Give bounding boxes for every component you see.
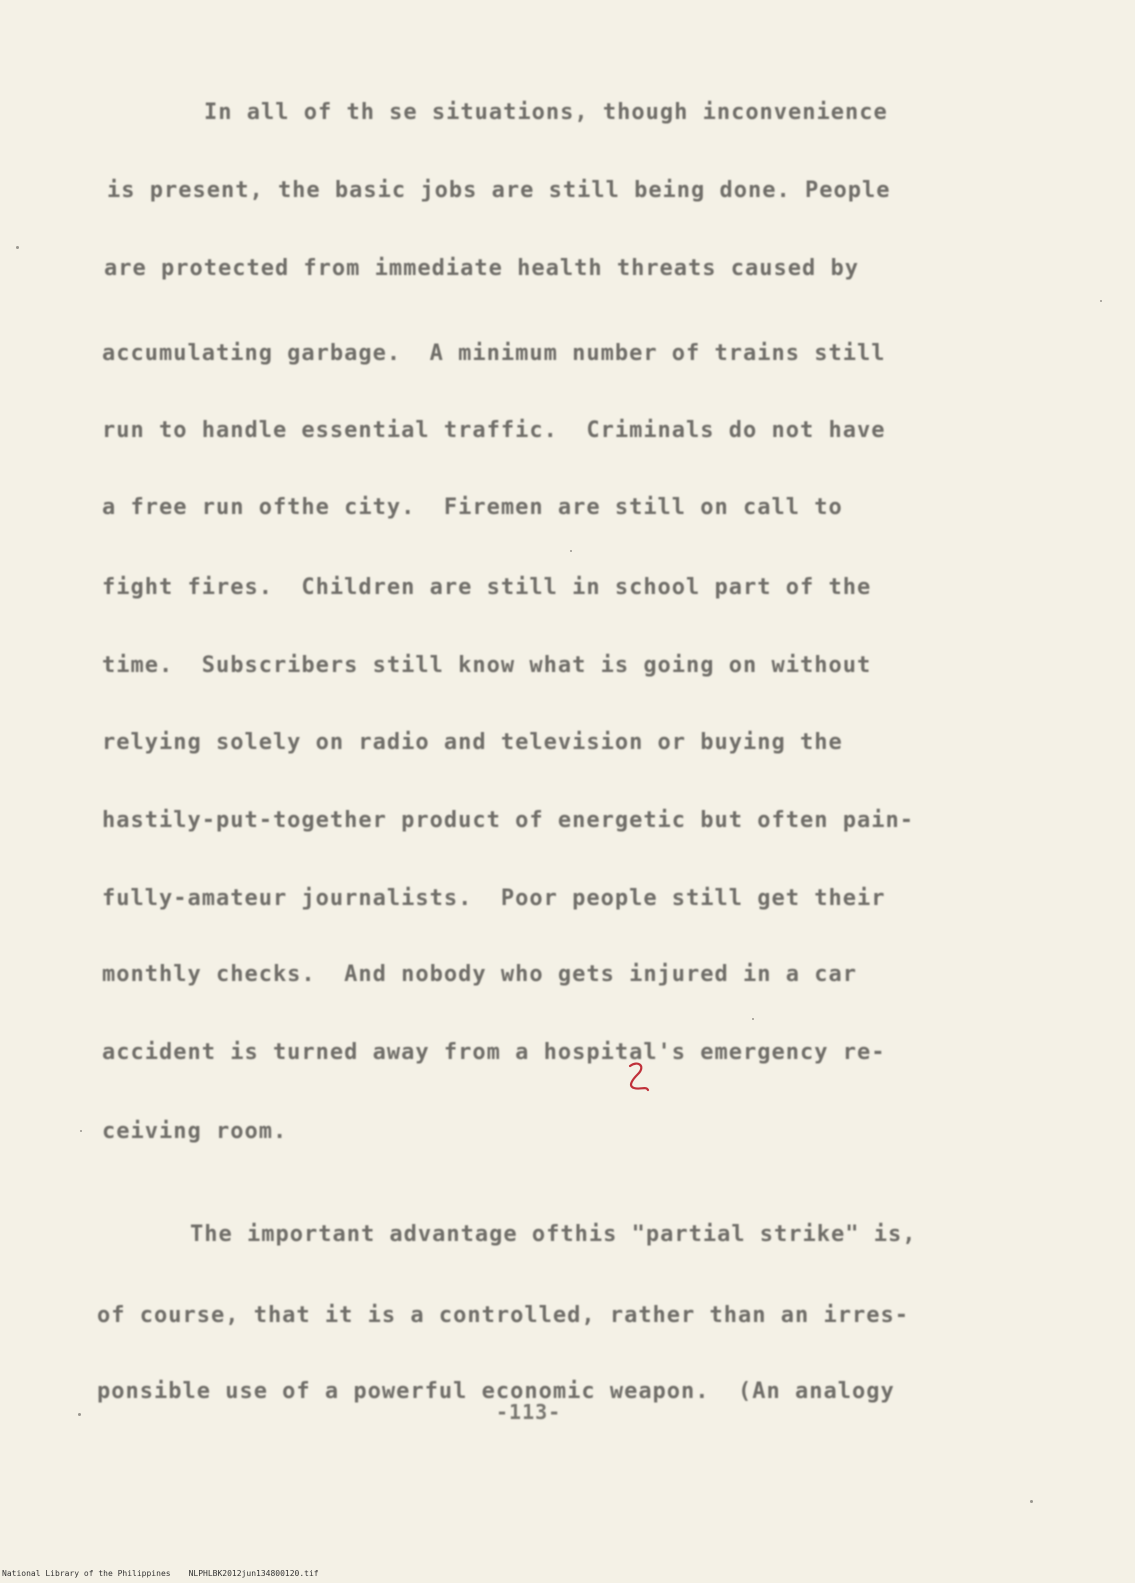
scan-speck <box>80 1130 82 1132</box>
text-line-6: a free run ofthe city. Firemen are still on call to <box>102 495 843 520</box>
scan-speck <box>570 550 572 552</box>
footer-file-id: NLPHLBK2012jun134800120.tif <box>188 1569 319 1578</box>
scan-speck <box>1100 300 1102 302</box>
text-line-3: are protected from immediate health threats caused by <box>104 256 859 281</box>
text-line-12: monthly checks. And nobody who gets injured in a car <box>102 962 857 987</box>
text-line-2: is present, the basic jobs are still being done. People <box>107 178 891 203</box>
text-line-4: accumulating garbage. A minimum number of trains still <box>102 341 886 366</box>
text-line-10: hastily-put-together product of energetic but often pain- <box>102 808 914 833</box>
scan-speck <box>752 1018 754 1020</box>
text-line-8: time. Subscribers still know what is going on without <box>102 653 872 678</box>
text-line-15: The important advantage ofthis "partial strike" is, <box>190 1222 917 1247</box>
text-line-7: fight fires. Children are still in school part of the <box>102 575 872 600</box>
page-number: -113- <box>496 1400 562 1424</box>
text-line-1: In all of th se situations, though inconvenience <box>204 100 888 125</box>
text-line-14: ceiving room. <box>102 1119 288 1144</box>
scan-speck <box>1030 1500 1033 1503</box>
footer-library-name: National Library of the Philippines <box>2 1569 171 1578</box>
text-line-11: fully-amateur journalists. Poor people still get their <box>102 886 886 911</box>
text-line-5: run to handle essential traffic. Criminals do not have <box>102 418 886 443</box>
scan-speck <box>16 246 19 249</box>
scan-speck <box>78 1413 81 1416</box>
scan-footer <box>2 1569 319 1579</box>
text-line-16: of course, that it is a controlled, rather than an irres- <box>97 1303 909 1328</box>
text-line-9: relying solely on radio and television or buying the <box>102 730 843 755</box>
text-line-13: accident is turned away from a hospital's emergency re- <box>102 1040 886 1065</box>
text-line-17: ponsible use of a powerful economic weapon. (An analogy <box>97 1379 895 1404</box>
red-correction-mark-icon <box>624 1060 652 1096</box>
